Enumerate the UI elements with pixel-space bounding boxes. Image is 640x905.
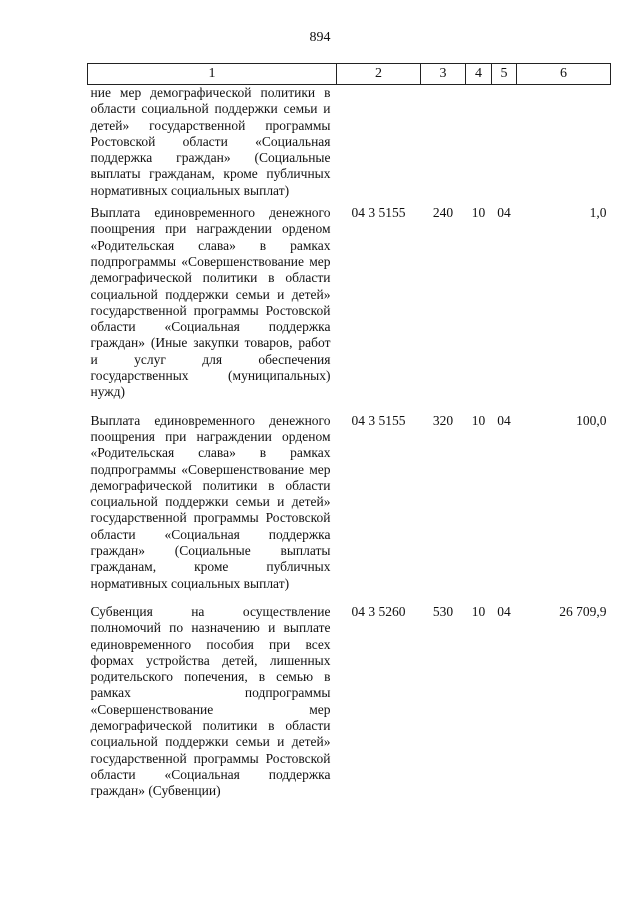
row-description: Субвенция на осуществление полномочий по назначению и выплате единовременного пособия при всех формах устройства детей, лишенных родительского попечения, в семью в рамках подпрограммы «Совершенствование мер демографической политики в области социальной поддержки семьи и детей» государственной программы Ростовской области «Социальная поддержка граждан» (Субвенции): [90, 603, 331, 799]
page-number: 894: [309, 30, 331, 45]
budget-table: [87, 63, 611, 811]
column-header-1: 1: [88, 64, 337, 85]
table-header-row: [88, 64, 611, 85]
row-section: 10: [471, 205, 486, 221]
row-description: Выплата единовременного денежного поощрения при награждении орденом «Родительская слава» в рамках подпрограммы «Совершенствование мер демографической политики в области социальной поддержки семьи и детей» государственной программы Ростовской области «Социальная поддержка граждан» (Иные закупки товаров, работ и услуг для обеспечения государственных (муниципальных) нужд): [90, 205, 331, 400]
column-header-5: 5: [492, 64, 517, 85]
row-amount: 1,0: [589, 205, 607, 221]
row-expense-type: 320: [432, 412, 454, 428]
column-header-6: 6: [517, 64, 611, 85]
row-target-code: 04 3 5155: [351, 412, 406, 428]
row-amount: 26 709,9: [559, 603, 607, 619]
row-section: 10: [471, 603, 486, 619]
row-amount: [517, 85, 611, 206]
row-subsection: [492, 85, 517, 206]
row-target-code: 04 3 5155: [351, 205, 406, 221]
column-header-3: 3: [421, 64, 466, 85]
table-row: [88, 205, 611, 413]
row-expense-type: [421, 85, 466, 206]
table-row: [88, 413, 611, 604]
row-description: Выплата единовременного денежного поощрения при награждении орденом «Родительская слава» в рамках подпрограммы «Совершенствование мер демографической политики в области социальной поддержки семьи и детей» государственной программы Ростовской области «Социальная поддержка граждан» (Социальные выплаты гражданам, кроме публичных нормативных социальных выплат): [90, 412, 331, 591]
column-header-4: 4: [466, 64, 492, 85]
row-description: ние мер демографической политики в области социальной поддержки семьи и детей» государственной программы Ростовской области «Социальная поддержка граждан» (Социальные выплаты гражданам, кроме публичных нормативных социальных выплат): [90, 85, 331, 198]
table-row: [88, 85, 611, 206]
row-expense-type: 530: [432, 603, 454, 619]
row-section: 10: [471, 412, 486, 428]
row-target-code: 04 3 5260: [351, 603, 406, 619]
table-row: [88, 604, 611, 812]
row-amount: 100,0: [576, 412, 607, 428]
row-subsection: 04: [497, 205, 511, 221]
row-expense-type: 240: [432, 205, 454, 221]
row-section: [466, 85, 492, 206]
row-target-code: [337, 85, 421, 206]
row-subsection: 04: [497, 412, 511, 428]
column-header-2: 2: [337, 64, 421, 85]
row-subsection: 04: [497, 603, 511, 619]
